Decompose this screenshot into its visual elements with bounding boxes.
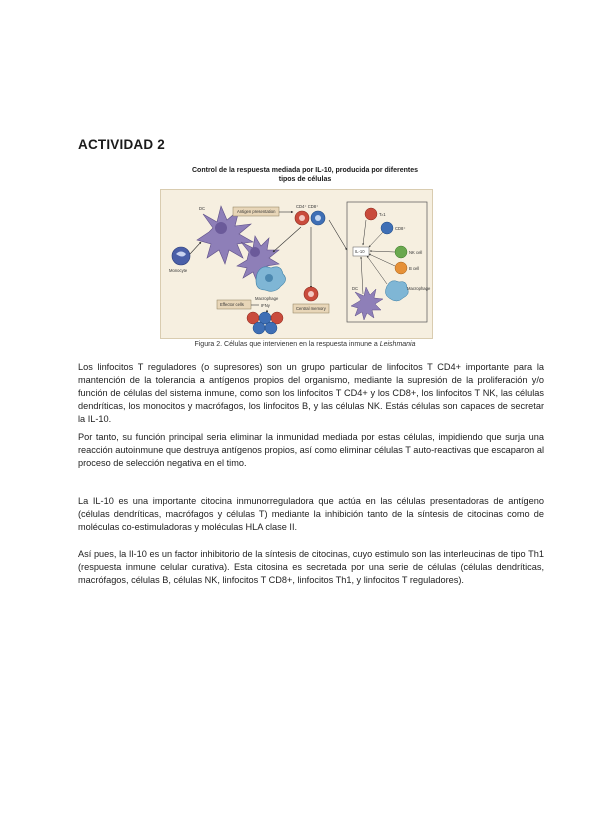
nk-cell [395,246,407,258]
label-dc: DC [199,206,206,211]
macrophage-cell [255,267,286,308]
dc-right [351,287,383,320]
label-central-memory: Central memory [296,306,326,311]
figure-title [160,166,450,184]
b-cell [395,262,407,274]
label-macrophage: Macrophage [255,296,279,301]
arrow-th1-il10 [363,220,366,245]
paragraph-2: Por tanto, su función principal seria eliminar la inmunidad mediada por estas células, impidiendo que surja una reacción autoinmune que destruya antígenos propios, así como eliminar células T auto-reactivas que escaparon al proceso de selección negativa en el timo. [78,432,544,468]
central-memory-cells [293,287,329,313]
label-cd8: CD8⁺ [395,226,406,231]
figure-title-line-2: tipos de células [278,176,332,183]
label-nk-cell: NK cell [409,250,423,255]
label-effector-cells: Effector cells [220,302,244,307]
antigen-presentation-box [233,207,279,216]
caption-text: Figura 2. Células que intervienen en la respuesta inmune a [194,341,380,348]
activity-heading: ACTIVIDAD 2 [78,137,165,152]
label-b-cell: B cell [409,266,420,271]
label-il10: IL-10 [355,249,365,254]
right-panel [347,202,431,322]
caption-italic: Leishmania [379,341,416,348]
arrow-nk-il10 [370,251,395,252]
arrow-mac-il10 [367,256,387,284]
paragraph-1: Los linfocitos T reguladores (o supresores) son un grupo particular de linfocitos T CD4+ importante para la mantención de la tolerancia a antígenos propios del organismo, mediante la supresión de la proliferación y/o función de células del sistema inmune, como son los linfocitos T CD4+ y los CD8+, los linfocitos T NK, las células dendríticas, los monocitos y macrófagos, los linfocitos B, y las células NK. Estás células son capaces de secretar la IL-10. [78,362,544,424]
arrow-tcell-macrophage [273,227,301,252]
label-ifn-gamma: IFNγ [261,303,270,308]
paragraph-3: La IL-10 es una importante citocina inmunorreguladora que actúa en las células presentadoras de antígeno (células dendríticas, macrófagos y células T) mediante la inhibición tanto de la síntesis de citocinas como de moléculas co-estimuladoras y moléculas HLA clase II. [78,496,544,532]
label-dc-right: DC [352,286,359,291]
arrow-monocyte-dc [190,242,201,254]
figure-caption [160,341,450,348]
monocyte-cell [169,247,190,273]
label-monocyte: Monocyte [169,268,188,273]
label-macrophage-right: Macrophage [407,286,431,291]
arrow-cd8-il10 [369,232,383,247]
tcells-top [295,204,325,225]
label-th1: Tₕ1 [379,212,386,217]
arrow-dc-il10 [361,257,363,294]
paragraph-4: Así pues, la Il-10 es un factor inhibitorio de la síntesis de citocinas, cuyo estimulo son las interleucinas de tipo Th1 (respuesta inmune celular curativa). Esta citosina es secretada por una serie de células (células dendríticas, macrófagos, células B, células NK, linfocitos T CD8+, linfocitos Th1, y linfocitos T reguladores). [78,549,544,585]
macrophage-right [385,281,408,301]
arrow-tcell-il10 [329,220,347,250]
effector-cells-box [217,300,251,309]
th1-cell [365,208,377,220]
figure-diagram [160,189,433,339]
figure-title-line-1: Control de la respuesta mediada por IL-10, producida por diferentes [192,167,418,174]
effector-tcell-cluster [247,312,283,334]
label-antigen-presentation: Antigen presentation [237,209,276,214]
label-cd4-cd8: CD4⁺ CD8⁺ [296,204,319,209]
immune-diagram-svg [161,190,432,338]
